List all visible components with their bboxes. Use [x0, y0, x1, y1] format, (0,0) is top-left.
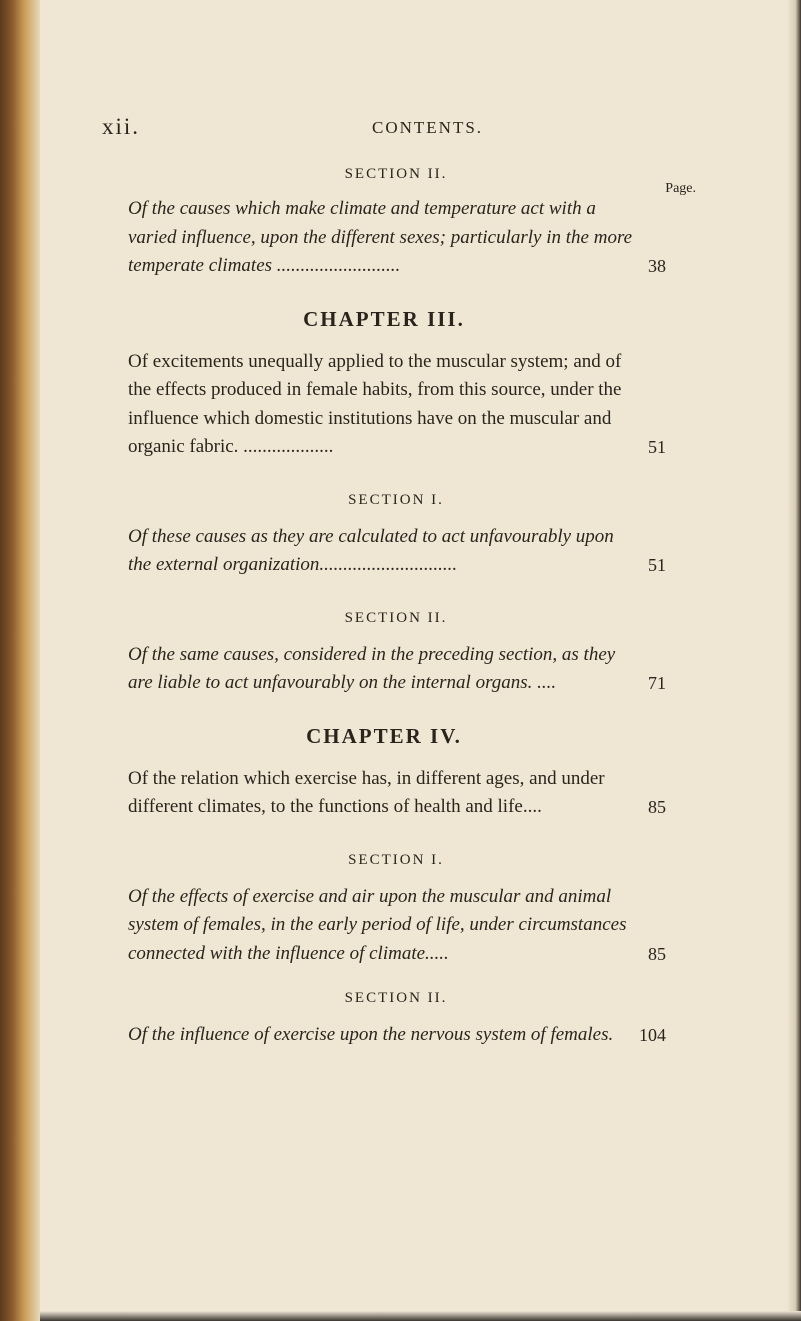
chapter-heading: CHAPTER III. [303, 306, 465, 331]
toc-entry-page: 71 [648, 673, 666, 693]
section-heading: SECTION II. [344, 166, 448, 182]
page-number: xii. [102, 114, 141, 139]
page-right-edge [787, 0, 801, 1321]
toc-entry [96, 195, 696, 281]
toc-entry-page: 104 [639, 1025, 666, 1045]
toc-entry-text: Of these causes as they are calculated to act unfavourably upon the external organization............................. [128, 525, 614, 575]
section-heading: SECTION I. [348, 851, 444, 868]
page-header [96, 100, 696, 140]
page-bottom-edge [40, 1311, 801, 1321]
toc-entry-page: 38 [648, 256, 666, 276]
toc-entry-text: Of the relation which exercise has, in different ages, and under different climates, to the functions of health and life.... [128, 767, 605, 817]
toc-entry-text: Of the effects of exercise and air upon the muscular and animal system of females, in the early period of life, under circumstances connected with the influence of climate..... [128, 885, 627, 964]
chapter-heading: CHAPTER IV. [306, 723, 462, 748]
running-head: CONTENTS. [372, 118, 484, 137]
toc-entry-text: Of the influence of exercise upon the nervous system of females. [128, 1024, 614, 1045]
toc-entry [96, 641, 696, 698]
toc-entry [96, 765, 696, 822]
toc-entry-text: Of the same causes, considered in the preceding section, as they are liable to act unfavourably on the internal organs. .... [128, 643, 616, 693]
toc-entry-page: 51 [648, 555, 666, 575]
section-heading: SECTION I. [348, 491, 444, 508]
toc-entry [96, 348, 696, 462]
toc-entry [96, 523, 696, 580]
toc-entry-text: Of the causes which make climate and temperature act with a varied influence, upon the different sexes; particularly in the more temperate climates .......................... [128, 198, 633, 276]
book-binding [0, 0, 40, 1321]
section-heading: SECTION II. [344, 990, 448, 1006]
section-heading: SECTION II. [344, 609, 448, 626]
toc-entry [96, 883, 696, 969]
toc-entry-page: 51 [648, 437, 666, 457]
page-column-label: Page. [665, 181, 696, 196]
contents-page [96, 100, 696, 1050]
toc-entry-page: 85 [648, 943, 666, 964]
toc-entry-page: 85 [648, 797, 666, 817]
toc-entry-text: Of excitements unequally applied to the muscular system; and of the effects produced in female habits, from this source, under the influence which domestic institutions have on the muscular and organic fabric. ................... [128, 350, 622, 457]
toc-entry [96, 1021, 696, 1050]
